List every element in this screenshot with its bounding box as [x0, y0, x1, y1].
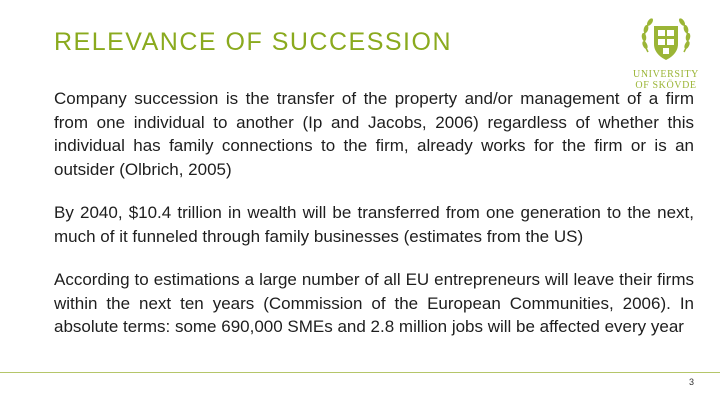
- paragraph-wealth-transfer: By 2040, $10.4 trillion in wealth will be transferred from one generation to the next, much of it funneled through family businesses (estimates from the US): [54, 203, 694, 246]
- slide-title: RELEVANCE OF SUCCESSION: [54, 28, 453, 56]
- paragraph-definition: Company succession is the transfer of the property and/or management of a firm from one individual to another (Ip and Jacobs, 2006) regardless of whether this individual has family connections to the firm, already works for the firm or is an outsider (Olbrich, 2005): [54, 89, 694, 179]
- paragraph-eu-estimates: According to estimations a large number of all EU entrepreneurs will leave their firms within the next ten years (Commission of the European Communities, 2006). In absolute terms: some 690,000 SMEs and 2.8 million jobs will be affected every year: [54, 270, 694, 336]
- page-number: 3: [688, 377, 694, 387]
- slide-body: [54, 87, 694, 359]
- footer-divider: [0, 372, 720, 373]
- university-crest-icon: [638, 12, 694, 68]
- logo-text-university: UNIVERSITY: [633, 69, 699, 80]
- university-logo: [626, 12, 706, 92]
- logo-text-skovde: OF SKÖVDE: [635, 80, 697, 91]
